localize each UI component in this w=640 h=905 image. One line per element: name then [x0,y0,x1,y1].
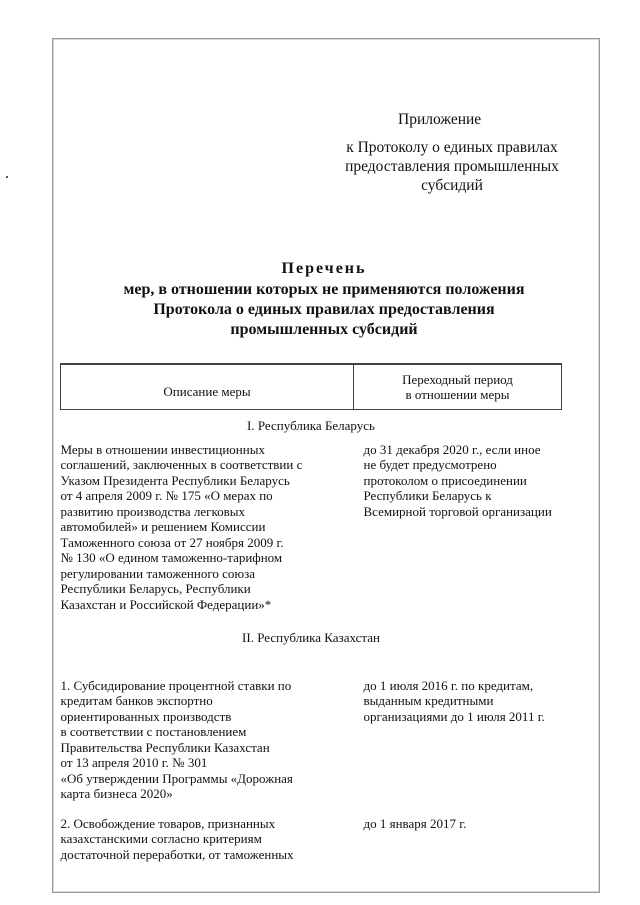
text-line: карта бизнеса 2020» [60,786,173,801]
header-description: Описание меры [61,364,354,410]
header-period-line: в отношении меры [405,387,510,402]
text-line: кредитам банков экспортно [60,693,213,708]
text-line: «Об утверждении Программы «Дорожная [60,770,293,786]
text-line: Указом Президента Республики Беларусь [60,472,290,488]
appendix-label: Приложение [398,111,482,128]
text-line: Таможенного союза от 27 ноября 2009 г. [60,534,284,550]
subtitle-line: Протокола о единых правилах предоставления [153,301,495,318]
text-line: Меры в отношении инвестиционных [60,441,265,457]
list-subtitle [84,280,564,340]
text-line: от 4 апреля 2009 г. № 175 «О мерах по [60,488,273,503]
text-line: Республики Беларусь, Республики [60,581,251,596]
measure-description [61,440,354,617]
appendix-line: субсидий [421,177,483,194]
section-title: I. Республика Беларусь [247,418,375,433]
text-line: Всемирной торговой организации [363,503,552,519]
table-row [61,676,562,806]
table-row [61,806,562,867]
subtitle-line: промышленных субсидий [230,321,418,338]
section-row [61,616,562,652]
text-line: развитию производства легковых [60,503,245,519]
list-title: Перечень [281,260,367,277]
text-line: Казахстан и Российской Федерации»* [60,596,272,612]
text-line: выданным кредитными [363,693,494,708]
text-line: соглашений, заключенных в соответствии с [60,457,303,472]
text-line: до 1 января 2017 г. [363,815,467,831]
spacer-row [61,652,562,676]
section-row [61,410,562,440]
subtitle-line: мер, в отношении которых не применяются положения [123,281,525,298]
section-title: II. Республика Казахстан [242,630,380,645]
text-line: до 1 июля 2016 г. по кредитам, [363,677,534,693]
measure-description [61,806,354,867]
measure-description [61,676,354,806]
header-period-line: Переходный период [402,371,513,387]
table-header-row [61,364,562,410]
text-line: казахстанскими согласно критериям [60,831,262,846]
text-line: № 130 «О едином таможенно-тарифном [60,550,283,565]
header-period [354,364,562,410]
text-line: в соответствии с постановлением [60,724,247,739]
text-line: достаточной переработки, от таможенных [60,846,294,862]
appendix-reference [332,138,572,195]
measure-period [354,806,562,867]
measures-table [60,363,562,866]
text-line: 1. Субсидирование процентной ставки по [60,677,292,693]
scan-mark [6,176,8,178]
text-line: от 13 апреля 2010 г. № 301 [60,755,208,770]
text-line: регулировании таможенного союза [60,565,255,581]
text-line: Республики Беларусь к [363,488,492,503]
measure-period [354,440,562,617]
table-row [61,440,562,617]
text-line: 2. Освобождение товаров, признанных [60,815,276,831]
text-line: до 31 декабря 2020 г., если иное [363,441,541,457]
text-line: протоколом о присоединении [363,472,527,488]
text-line: не будет предусмотрено [363,457,497,472]
text-line: автомобилей» и решением Комиссии [60,519,266,534]
text-line: организациями до 1 июля 2011 г. [363,708,545,724]
appendix-line: предоставления промышленных [345,158,559,175]
text-line: ориентированных производств [60,708,232,724]
measure-period [354,676,562,806]
appendix-line: к Протоколу о единых правилах [346,139,558,156]
text-line: Правительства Республики Казахстан [60,739,270,755]
